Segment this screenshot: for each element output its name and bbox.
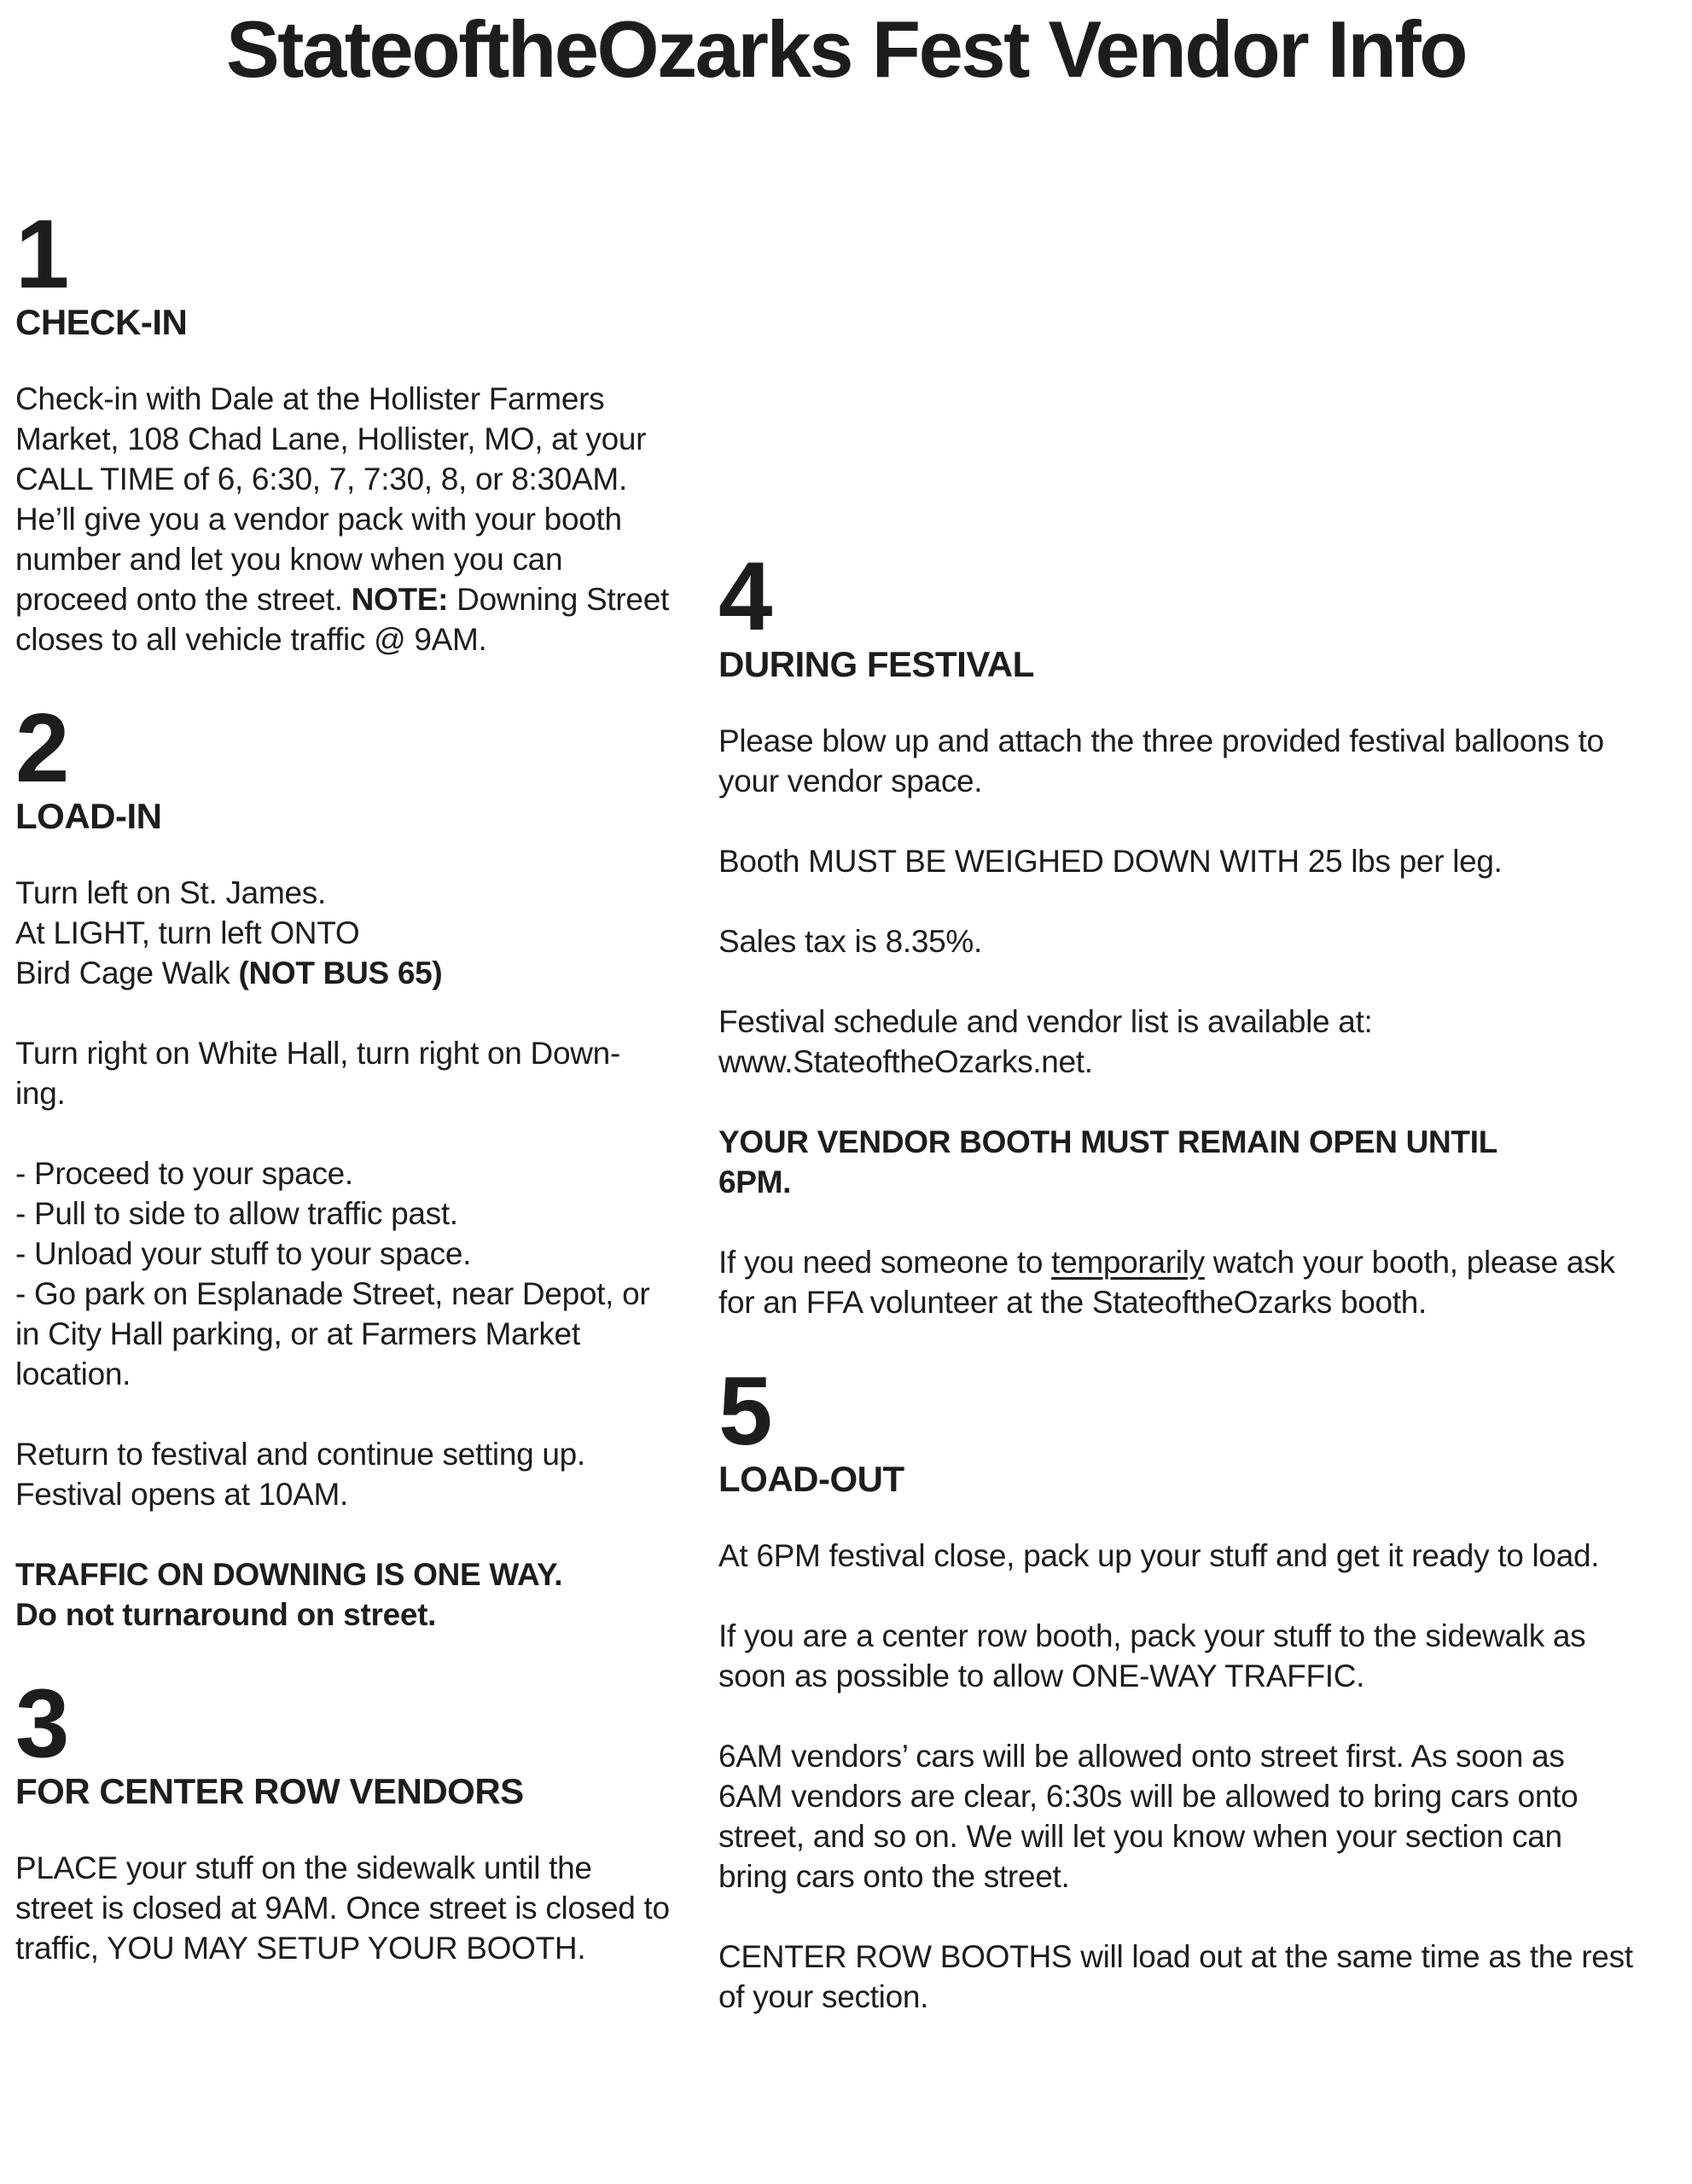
section-4 — [718, 543, 1636, 1322]
section-number: 3 — [15, 1670, 70, 1778]
section-number: 4 — [718, 543, 773, 651]
bold-text: (NOT BUS 65) — [238, 956, 443, 990]
paragraph — [718, 1122, 1636, 1202]
bold-text: TRAFFIC ON DOWNING IS ONE WAY. — [15, 1557, 563, 1592]
paragraph: CENTER ROW BOOTHS will load out at the same time as the rest of your section. — [718, 1939, 1633, 2014]
section-1 — [15, 200, 674, 659]
paragraph: - Proceed to your space. - Pull to side to allow traffic past. - Unload your stuff to your space. - Go park on Esplanade Street, near Depot, or in City Hall parking, or at Farmers Market location. — [15, 1156, 650, 1391]
section-2 — [15, 694, 674, 1635]
paragraph: PLACE your stuff on the sidewalk until the street is closed at 9AM. Once street is closed to traffic, YOU MAY SETUP YOUR BOOTH. — [15, 1850, 670, 1966]
bold-text: NOTE: — [351, 582, 449, 617]
section-heading: DURING FESTIVAL — [718, 644, 1034, 684]
bold-text: Do not turnaround on street. — [15, 1597, 437, 1632]
column-left — [15, 200, 674, 2008]
section-3 — [15, 1670, 674, 1968]
paragraph: 6AM vendors’ cars will be allowed onto street first. As soon as 6AM vendors are clear, 6:30s will be allowed to bring cars onto street, and so on. We will let you know when your section can bring cars onto the street. — [718, 1739, 1579, 1894]
paragraph: Sales tax is 8.35%. — [718, 924, 982, 959]
section-number: 2 — [15, 694, 70, 803]
paragraph: Festival schedule and vendor list is available at: www.StateoftheOzarks.net. — [718, 1004, 1373, 1079]
paragraph: If you are a center row booth, pack your stuff to the sidewalk as soon as possible to allow ONE-WAY TRAFFIC. — [718, 1618, 1586, 1693]
bold-text: 6PM. — [718, 1165, 792, 1199]
section-number: 1 — [15, 200, 70, 309]
underlined-text: temporarily — [1051, 1245, 1205, 1280]
section-heading: CHECK-IN — [15, 302, 188, 342]
paragraph: Booth MUST BE WEIGHED DOWN WITH 25 lbs per leg. — [718, 844, 1503, 879]
paragraph: Turn right on White Hall, turn right on Down- ing. — [15, 1036, 620, 1111]
paragraph: Check-in with Dale at the Hollister Farmers Market, 108 Chad Lane, Hollister, MO, at your CALL TIME of 6, 6:30, 7, 7:30, 8, or 8:30AM. He’ll give you a vendor pack with your booth number and let you know when you can proceed onto the street. NOTE: Downing Street closes to all vehicle traffic @ 9AM. — [15, 381, 669, 657]
section-heading: FOR CENTER ROW VENDORS — [15, 1771, 524, 1811]
section-number: 5 — [718, 1357, 773, 1466]
paragraph: Return to festival and continue setting up. Festival opens at 10AM. — [15, 1437, 585, 1512]
paragraph: At 6PM festival close, pack up your stuff and get it ready to load. — [718, 1538, 1600, 1573]
paragraph: If you need someone to temporarily watch your booth, please ask for an FFA volunteer at the StateoftheOzarks booth. — [718, 1245, 1615, 1320]
section-5 — [718, 1357, 1636, 2017]
column-right — [718, 543, 1636, 2057]
page-title: StateoftheOzarks Fest Vendor Info — [225, 4, 1467, 94]
section-heading: LOAD-IN — [15, 796, 162, 836]
paragraph: Please blow up and attach the three provided festival balloons to your vendor space. — [718, 723, 1604, 799]
paragraph — [15, 1554, 674, 1635]
bold-text: YOUR VENDOR BOOTH MUST REMAIN OPEN UNTIL — [718, 1124, 1498, 1159]
paragraph: Turn left on St. James. At LIGHT, turn left ONTO Bird Cage Walk (NOT BUS 65) — [15, 875, 443, 990]
section-heading: LOAD-OUT — [718, 1459, 904, 1499]
